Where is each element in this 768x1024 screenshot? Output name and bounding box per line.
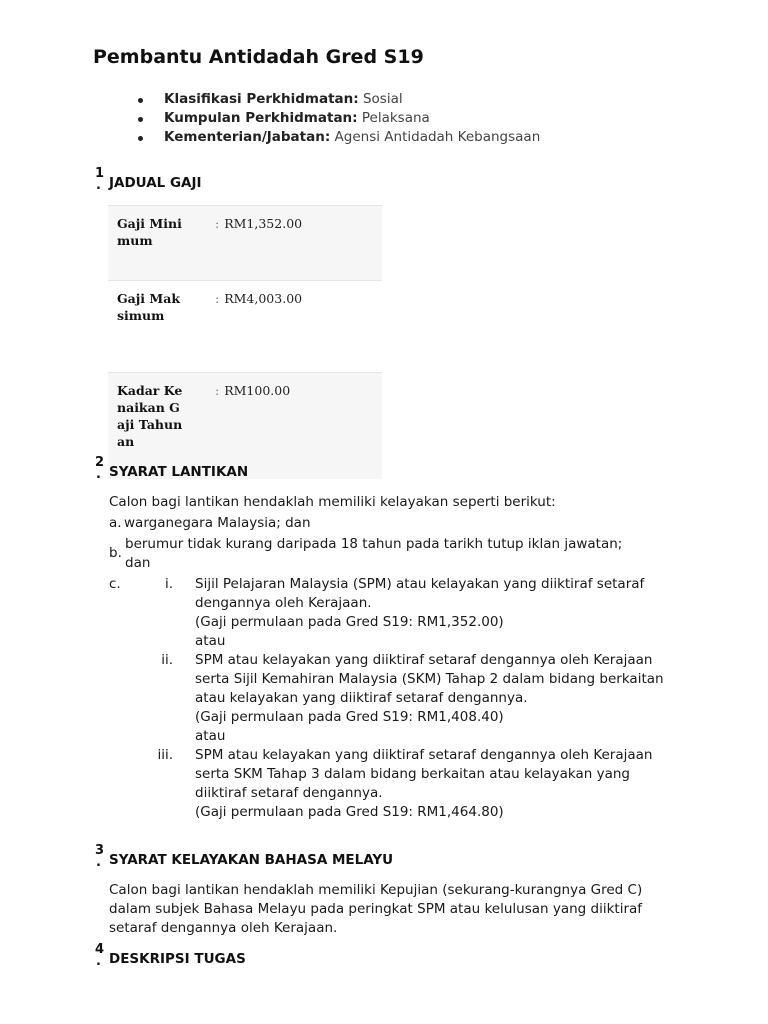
section-title-deskripsi-tugas: DESKRIPSI TUGAS (109, 951, 246, 967)
job-info-list (140, 90, 540, 147)
section-title-jadual-gaji: JADUAL GAJI (109, 175, 202, 191)
section-number-4: 4 . (95, 942, 105, 969)
qualification-ii: SPM atau kelayakan yang diiktiraf setaraf dengannya oleh Kerajaan serta Sijil Kemahiran Malaysia (SKM) Tahap 2 dalam bidang berkaitan atau kelayakan yang diiktiraf setaraf dengannya. (Gaji permulaan pada Gred S19: RM1,408.40) atau (195, 652, 664, 744)
table-row: Gaji Maksimum : RM4,003.00 (108, 281, 382, 373)
lantikan-a-text: warganegara Malaysia; dan (124, 515, 311, 531)
roman-numeral-iii: iii. (157, 747, 173, 763)
lantikan-b-text: berumur tidak kurang daripada 18 tahun pada tarikh tutup iklan jawatan; dan (125, 536, 623, 571)
qualification-iii: SPM atau kelayakan yang diiktiraf setaraf dengannya oleh Kerajaan serta SKM Tahap 3 dalam bidang berkaitan atau kelayakan yang diiktiraf setaraf dengannya. (Gaji permulaan pada Gred S19: RM1,464.80) (195, 747, 653, 820)
qualification-i: Sijil Pelajaran Malaysia (SPM) atau kelayakan yang diiktiraf setaraf dengannya oleh Kerajaan. (Gaji permulaan pada Gred S19: RM1,352.00) atau (195, 576, 645, 649)
item-label-a: a. (109, 515, 122, 531)
salary-table (108, 205, 382, 479)
salary-value: RM4,003.00 (224, 291, 303, 306)
table-row: Gaji Minimum : RM1,352.00 (108, 206, 382, 281)
roman-numeral-ii: ii. (161, 652, 173, 668)
item-label-b: b. (109, 545, 122, 561)
section-title-syarat-lantikan: SYARAT LANTIKAN (109, 464, 249, 480)
bahasa-melayu-text: Calon bagi lantikan hendaklah memiliki Kepujian (sekurang-kurangnya Gred C) dalam subjek Bahasa Melayu pada peringkat SPM atau kelulusan yang diiktiraf setaraf dengannya oleh Kerajaan. (109, 882, 643, 936)
salary-label: Gaji Maksimum (117, 291, 180, 323)
section-title-bahasa-melayu: SYARAT KELAYAKAN BAHASA MELAYU (109, 852, 394, 868)
lantikan-intro: Calon bagi lantikan hendaklah memiliki kelayakan seperti berikut: (109, 494, 556, 510)
info-item-kumpulan: Kumpulan Perkhidmatan: Pelaksana (140, 109, 540, 128)
salary-value: RM1,352.00 (224, 216, 303, 231)
salary-value: RM100.00 (224, 383, 291, 398)
info-item-kementerian: Kementerian/Jabatan: Agensi Antidadah Kebangsaan (140, 128, 540, 147)
table-row: Kadar Kenaikan Gaji Tahunan : RM100.00 (108, 373, 382, 480)
page-title: Pembantu Antidadah Gred S19 (93, 46, 424, 68)
roman-numeral-i: i. (164, 576, 173, 592)
section-number-3: 3 . (95, 843, 105, 870)
section-number-2: 2 . (95, 455, 105, 482)
salary-label: Gaji Minimum (117, 216, 182, 248)
salary-label: Kadar Kenaikan Gaji Tahunan (117, 383, 183, 449)
info-item-klasifikasi: Klasifikasi Perkhidmatan: Sosial (140, 90, 540, 109)
item-label-c: c. (109, 576, 121, 592)
section-number-1: 1 . (95, 166, 105, 193)
